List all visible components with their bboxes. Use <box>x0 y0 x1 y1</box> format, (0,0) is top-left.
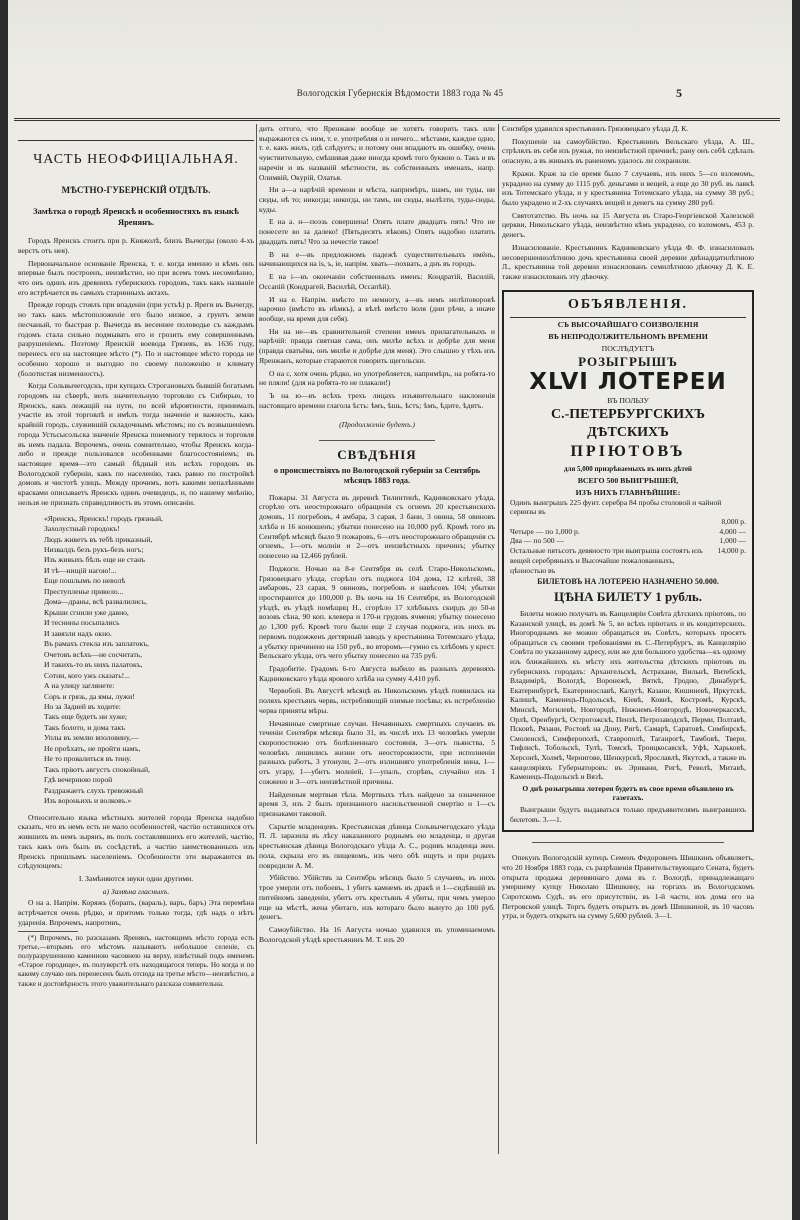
article-paragraph: Ни на не—въ сравнительной степени именъ прилагательныхъ и нарѣчій: правда святная сама, онъ милѣе всѣхъ и добрѣе для меня (правда сватьёва, онъ милѣе и добрѣе для меня). Это слышно у тѣхъ изъ Яренжанъ, которые стараются говорить щегольски. <box>259 326 495 365</box>
column-1 <box>18 124 254 1144</box>
subsection-heading: а) Замѣна гласныхъ. <box>102 886 170 896</box>
ad-city: С.-ПЕТЕРБУРГСКИХЪ ДѢТСКИХЪ <box>550 407 705 441</box>
prize-label <box>510 517 715 527</box>
poem-line: Въ рамахъ стекла изъ заплатокъ, <box>44 639 149 649</box>
incident-paragraph: Сентября удавился крестьянинъ Грязовецкаго уѣзда Д. К. <box>502 124 689 133</box>
poem-line: Такъ болото, и дома такъ <box>44 722 126 732</box>
prize-row <box>510 527 746 537</box>
announcements-heading: ОБЪЯВЛЕНІЯ. <box>510 296 746 318</box>
article-paragraph: Первоначальное основаніе Яренска, т. е. когда именно и кѣмъ онъ впервые былъ построенъ, неизвѣстно, но при всемъ томъ несомнѣнно, что онъ одинъ изъ древнихъ губернскихъ городовъ, такъ какъ названіе его встрѣчается въ самыхъ старинныхъ актахъ. <box>18 258 254 297</box>
poem-line: Такъ пріютъ августъ спокойный, <box>44 764 150 774</box>
poem-line: И тѣ—нищій нагою!... <box>44 565 117 575</box>
tickets-line: БИЛЕТОВЪ НА ЛОТЕРЕЮ НАЗНАЧЕНО 50.000. <box>537 577 719 587</box>
poem-line: «Яренскъ, Яренскъ! городъ грязный, <box>44 513 163 523</box>
poem-line: И завязли надъ окно. <box>44 628 112 638</box>
ad-paragraph: О днѣ розыгрыша лотереи будетъ въ свое время объявлено въ газетахъ. <box>522 783 734 803</box>
prize-list <box>510 498 746 576</box>
article-paragraph: Е на і—въ окончаніи собственныхъ именъ: Кондратій, Василій, Оссапій (Кондрагей, Василѣй, Оссапѣй). <box>259 272 495 291</box>
continuation-note: (Продолженіе будетъ.) <box>339 420 415 430</box>
ad-body <box>510 609 746 824</box>
column-divider-2 <box>498 124 499 1154</box>
report-subtitle: о происшествіяхъ по Вологодской губерніи за Сентябрь мѣсяцъ 1883 года. <box>273 465 481 486</box>
poem-line: А на улицу заглянете: <box>44 681 115 691</box>
ad-line: ПОСЛѢДУЕТЪ <box>601 343 655 353</box>
ad-line: ВЪ ПОЛЬЗУ <box>607 396 649 406</box>
poem-line: И такихъ-то въ нихъ палатокъ, <box>44 660 143 670</box>
incident-paragraph: Нечаянные смертные случаи. Нечаянныхъ смертныхъ случаевъ въ теченіи Сентября мѣсяца было 31, въ числѣ ихъ 13 человѣкъ умерли скоропостижно отъ болѣзненнаго состоянія, 3—отъ пьянства, 5 человѣкъ лишились жизни отъ неосторожности, при исполненіи разныхъ работъ, 3 утонули, 2—отъ излишняго употребленія вина, 1—отъ угару, 1—убитъ молніей, 1—упалъ, сгорѣвъ, случайно изъ 1 сожжено и 3—отъ неизвѣстной причины. <box>259 718 495 786</box>
incident-paragraph: Найденныя мертвыя тѣла. Мертвыхъ тѣлъ найдено за означенное время 3, изъ 2 былъ признанного насильственной смертію и 1—съ признаками таковой. <box>259 789 495 819</box>
section-heading: I. Замѣняются звуки одни другими. <box>78 874 194 884</box>
poem-line: Гдѣ вечернюю порой <box>44 775 113 785</box>
prize-row <box>510 517 746 527</box>
article-paragraph: О на а. Напрім. Коряжъ (борапъ, (вараль), варъ, баръ) Эта перемѣна встрѣчается очень рѣдко, и притомъ только тогда, гдѣ надъ о нѣтъ ударенія. Впрочемъ, напротивъ, <box>18 898 254 927</box>
poem-line: Людъ живетъ въ тебѣ приказный, <box>44 534 153 544</box>
incident-paragraph: Пожары. 31 Августа въ деревнѣ Тилинтинѣ, Кадниковскаго уѣзда, сгорѣло отъ неосторожнаго обращенія съ огнемъ 20 крестьянскихъ домовъ, 11 погребовъ, 4 амбара, 3 сарая, 3 бани, 3 овина, 58 овиновъ хлѣба и 16 конюшенъ; убытки понесено на 10,000 руб. Кромѣ того въ Сентябрѣ мѣсяцѣ было 9 пожаровъ, 6—отъ неосторожнаго обращенія съ огнемъ, 1—отъ молніи и 2—отъ неизвѣстныхъ причинъ; убытку понесено на 12,466 рублей. <box>259 492 495 561</box>
article-paragraph: Ни а—а нарѣчій времени и мѣста, напримѣръ, шамъ, ни туды, ни сюды, нѣ то; никогда; никогда, ни тамъ, ни сюды, вылѣзти, туды-сюды, куды. <box>259 185 495 214</box>
poem-line: Еще пошлымъ по неволѣ <box>44 576 126 586</box>
ad-line: СЪ ВЫСОЧАЙШАГО СОИЗВОЛЕНІЯ <box>557 319 699 329</box>
poem-line: Изъ живыхъ бѣлъ еще не станъ <box>44 555 146 565</box>
page-number: 5 <box>676 86 682 100</box>
column-3 <box>502 124 754 1124</box>
incident-paragraph: Святотатство. Въ ночь на 15 Августа въ Старо-Георгіевской Халезской церкви, Никольскаго уѣзда, неизвѣстно кѣмъ украдено, со взломомъ, 453 р. денегъ. <box>502 210 754 240</box>
poem-line: Низвалдъ безъ рукъ-безъ ногъ; <box>44 544 144 554</box>
prize-value: 1,000 — <box>719 536 746 546</box>
prize-label: Два — по 500 — <box>510 536 565 546</box>
running-header: Вологодскія Губернскія Вѣдомости 1883 года № 45 <box>296 88 504 98</box>
lottery-advertisement <box>502 290 754 832</box>
article-paragraph: Прежде городъ стоялъ при впаденіи (при устьѣ) р. Яреги въ Вычегду, но такъ какъ мѣстоположеніе его было низкое, а грунтъ земли песчаный, то быстрая р. Вычегда въ весеннее половодье съ каждымъ годомъ стала сильно подмывать его и грозить ему совершеннымъ разрушеніемъ. Поэтому Яренскій воевода Грязевъ, въ 1636 году, перенесъ его на настоящее мѣсто (*). По и настоящее мѣсто города не особенно хорошо и выгодно по своему положенію и климату (болотистая низменность). <box>18 300 254 378</box>
prize-label: Одинъ выигрышъ 225 фунт. серебра 84 пробы столовой и чайной сервизы въ <box>510 497 722 517</box>
poem-line: Очетовъ всѣхъ—не сосчитать, <box>44 649 143 659</box>
ad-line: ВСЕГО 500 ВЫИГРЫШЕЙ, <box>577 475 679 485</box>
incident-paragraph: Изнасилованіе. Крестьянинъ Кадниковскаго уѣзда Ф. Ф. изнасиловалъ несовершеннолѣтнюю дочь крестьянина своей деревни двѣнадцатилѣтнюю Л., крестьянина той деревни изнасилованъ семилѣтнюю дѣвочку Д. К. Е. также изнасилованъ эту дѣвочку. <box>502 242 754 282</box>
section-rule <box>532 842 724 843</box>
article-paragraph: дить оттого, что Яренжане вообще не хотятъ говорить такъ или выражаются съ ним, т. е. употребляя о и ничего... мѣстами, каждое одно, т. е. какъ жилъ, гдѣ слѣдуетъ; и потому они впадаютъ въ ошибку, очень чувствительную, смѣшивая даже иногда кромѣ того буквою о. Такъ и въ наречіи и въ названій мѣстности, въ собственныхъ именахъ, напр. Олимвій, Окурій, Олатья. <box>259 124 495 182</box>
prize-value: 8,000 р. <box>721 516 746 526</box>
article-paragraph: Городъ Яренскъ стоитъ при р. Княжолѣ, близъ Вычегды (около 4-хъ верстъ отъ нея). <box>18 236 254 255</box>
ad-paragraph: Билеты можно получать въ Канцеляріи Совѣта дѣтскихъ пріютовъ, по Казанской улицѣ, въ домѣ № 5, во всѣхъ пріютахъ и въ кондитерскихъ. Иногороднымъ же можно обращаться въ Совѣтъ, которыхъ просятъ обращаться съ своими требованіями въ С.-Петербургъ, въ Канцелярію Совѣта по указанному адресу, или же для большого удобства—къ одному изъ ближайшихъ къ мѣсту ихъ жительства дѣтскихъ пріютовъ въ губернскихъ городахъ: Архангельскѣ, Астрахани, Вильнѣ, Витебскѣ, Владимірѣ, Вологдѣ, Воронежѣ, Вяткѣ, Гродно, Динабургѣ, Екатеринбургѣ, Екатеринославѣ, Калугѣ, Казани, Кишиневѣ, Иркутскѣ, Калишѣ, Каменецъ-Подольскѣ, Кіевѣ, Ковнѣ, Костромѣ, Курскѣ, Минскѣ, Могилевѣ, Новгородѣ, Нижнемъ-Новгородѣ, Новочеркасскѣ, Орлѣ, Оренбургѣ, Острогожскѣ, Пензѣ, Петрозаводскѣ, Перми, Полтавѣ, Псковѣ, Рязани, Ростовѣ на Дону, Ригѣ, Самарѣ, Саратовѣ, Симбирскѣ, Смоленскѣ, Симферополѣ, Ставрополѣ, Таганрогѣ, Тамбовѣ, Твери, Тифлисѣ, Тобольскѣ, Тулѣ, Томскѣ, Троицкосавскѣ, Уфѣ, Харьковѣ, Херсонѣ, Холмѣ, Чернигове, Шенкурскѣ, Ярославлѣ, Якутскѣ, а также въ канцеляріяхъ Губернаторовъ: въ Эривани, Ригѣ, Ревелѣ, Митавѣ, Каменецъ-Подольскѣ и Вязѣ. <box>510 609 746 782</box>
part-title: ЧАСТЬ НЕОФФИЦІАЛЬНАЯ. <box>18 140 254 169</box>
incident-paragraph: Червобой. Въ Августѣ мѣсяцѣ въ Никольскомъ уѣздѣ появилась на поляхъ крестьянъ червь, истребляющій озимые посѣвы; къ истребленію черва приняты мѣры. <box>259 686 495 715</box>
poem-line: Преступленье привело... <box>44 586 124 596</box>
lottery-title: XLVI ЛОТЕРЕИ <box>529 369 727 396</box>
poem-line: Такъ еще будетъ ни хуже; <box>44 712 127 722</box>
report-title: СВѢДѢНІЯ <box>337 447 417 463</box>
article-paragraph: Когда Сольвычегодскъ, при купцахъ Строгановыхъ бывшій богатымъ городомъ на сѣверѣ, велъ значительную торговлю съ Сибирью, то Яренскъ, какъ лежащій на пути, по всей вѣроятности, принималъ участіе въ этой торговлѣ и имѣлъ тогда значеніе и важность, какъ крайній городъ, служившій складочнымъ мѣстомъ; но съ возвышеніемъ города Устьсысольска значеніе Яренска понемногу терялось и торговля въ немъ падала. Впрочемъ, очень сомнительно, чтобы Яренскъ когда-либо и прежде пользовался особенными благосостояніемъ; въ настоящее время—это самый бѣдный изъ всѣхъ городовъ въ Вологодской губерніи, какъ по населенію, такъ равно по постройкѣ домовъ и чистотѣ улицъ. Между прочимъ, вотъ какими непалѣнными красками описываетъ Яренскъ одинъ очевидецъ, и, по нашему мнѣнію, нельзя не признать справедливость въ этомъ описаніи. <box>18 381 254 507</box>
article-paragraph: И на е. Напрім. вмѣсто по немногу, а—въ немъ нелѣповоровѣ нарочно (вмѣсто въ нѣмкъ), а вѣлѣ вмѣсто іюля (дни рѣчи, а иначе вообще, на время для себя). <box>259 294 495 323</box>
poem-line: Не то провалиться въ тину. <box>44 754 132 764</box>
article-paragraph: В на е—въ предложномъ падежѣ существительныхъ имёнъ, начинающихся на is, ъ, іе, напрім. хвать—похвать, а днъ въ городъ. <box>259 249 495 269</box>
ad-line: ВЪ НЕПРОДОЛЖИТЕЛЬНОМЪ ВРЕМЕНИ <box>548 331 708 341</box>
poem-line: Захолустный городокъ! <box>44 524 120 534</box>
incident-paragraph: Градобитіе. Градомъ 6-го Августа выбило въ разныхъ деревняхъ Кадниковскаго уѣзда ярового хлѣба на сумму 4,410 руб. <box>259 663 495 683</box>
ad-paragraph: Выигрыши будутъ выдаваться только предъявителямъ выигравшихъ билетовъ. 3.—1. <box>510 804 746 824</box>
incident-paragraph: Самоубійство. На 16 Августа ночью удавился въ упоминаемомъ Вологодской уѣздѣ крестьянинъ М. Т. изъ 20 <box>259 924 495 944</box>
incident-paragraph: Убійство. Убійствъ за Сентябрь мѣсяцъ было 5 случаевъ, въ нихъ трое умерли отъ побоевъ, 1 убитъ камнемъ въ дракѣ и 1—сидѣвшій въ питейномъ заведеніи, убитъ отъ крестьянъ 4 убиты, при чемъ умерло еще на мѣстѣ, жена убитаго, изъ котораго было вынуто до 100 руб. денегъ. <box>259 873 495 922</box>
prize-value: 4,000 — <box>719 526 746 536</box>
poem <box>44 514 254 807</box>
footnote-rule <box>18 931 78 932</box>
prize-label: Четыре — по 1,000 р. <box>510 526 580 536</box>
article-paragraph: Е на а. н—поэзь совершена! Опять плате двадцать пять! Что не понесете во за далеко! (Пятьдесятъ вѣковъ) Опять надобно платить двадцать пять! Что за нечестіе такое! <box>259 217 495 246</box>
prize-value: 14,000 р. <box>717 546 746 556</box>
article-paragraph: Ъ на ю—въ всѣхъ трехъ лицахъ изъявительнаго наклоненія настоящаго времени глагола ѣсть: ѣмъ, ѣшь, ѣстъ; ѣмъ, ѣдите, ѣдятъ. <box>259 390 495 410</box>
header-rule <box>14 118 780 121</box>
ticket-price: ЦѢНА БИЛЕТУ 1 рубль. <box>553 589 703 605</box>
prize-row <box>510 536 746 546</box>
column-divider-1 <box>256 124 257 1144</box>
poem-line: Не проѣхать, не пройти намъ, <box>44 743 141 753</box>
poem-line: Уплы въ землю вполовину,— <box>44 733 139 743</box>
ad-shelters: ПРІЮТОВЪ <box>570 443 686 461</box>
incident-paragraph: Кражи. Краж за сіе время было 7 случаевъ, изъ нихъ 5—со взломомъ, украдено на сумму до 1115 руб. деньгами и вещей, а еще до 30 руб. въ лавкѣ изъ Тотемскаго уѣзда, и у крестьянина Тотемскаго уѣзда, на сумму 38 руб.; было украдено и 2-хъ случаяхъ вещей и денегъ на сумму 280 руб. <box>502 168 754 208</box>
department-title: МѢСТНО-ГУБЕРНСКІЙ ОТДѢЛЪ. <box>61 184 211 195</box>
column-2 <box>259 124 495 1164</box>
poem-line: Соръ и грязь, да ямы, лужи! <box>44 691 135 701</box>
ad-draw-heading: РОЗЫГРЫШЪ <box>578 353 678 369</box>
article-paragraph: Относительно языка мѣстныхъ жителей города Яренска надобно сказать, что въ немъ есть не мало особенностей, частію оставшихся отъ жившихъ въ немъ зырянъ, въ полъ составлявшихъ его жителей, частію, такъ какъ онъ былъ въ сосѣдствѣ, а частію заимствованныхъ изъ Яренскъ пришлымъ населеніемъ. Особенности эти выражаются въ слѣдующемъ: <box>18 812 254 871</box>
prize-row <box>510 498 746 517</box>
poem-line: Дома—драны, всѣ развалились, <box>44 597 148 607</box>
ad-line: для 5,000 призрѣваемыхъ въ нихъ дѣтей <box>564 464 692 473</box>
poem-line: Крыши сгнили уже давно, <box>44 607 129 617</box>
footnote: (*) Впрочемъ, по разсказамъ Яренянъ, настоящимъ мѣсто города есть третье,—вторымъ его мѣстомъ называютъ небольшое селеніе, съ полуразрушенною каменною часовнею на верху, извѣстный подъ именемъ «Старое городище», въ полуверстѣ отъ находящагося теперь. Но когда и по какому случаю онъ перенесенъ былъ отсюда на третье мѣсто—неизвѣстно, а также и достовѣрность этого уважительнаго разсказа сомнительна. <box>18 933 254 988</box>
ad-line: ИЗЪ НИХЪ ГЛАВНѢЙШИЕ: <box>575 487 681 497</box>
article-title: Замѣтка о городѣ Яренскѣ и особенностяхъ въ языкѣ Яренянъ. <box>33 206 239 228</box>
incident-paragraph: Скрытіе младенцевъ. Крестьянская дѣвица Сольвычегодскаго уѣзда П. Л. заразила въ лѣсу наказанного роднымъ ею младенца, и другая крестьянская дѣвица Вологодскаго уѣзда А. С., родивъ младенца жен. пола, скрыла его въ пищевомъ, изъ чего обѣ ищуть и при родахъ повредили А. М. <box>259 821 495 870</box>
article-paragraph: О на с, хотя очень рѣдко, но употребляется, напримѣръ, на робята-то не пляли! (для на робята-то не плакали!) <box>259 368 495 388</box>
poem-line: И теснины посыпались <box>44 618 120 628</box>
prize-row <box>510 546 746 575</box>
incident-paragraph: Покушеніе на самоубійство. Крестьянинъ Вельскаго уѣзда, А. Ш., стрѣлялъ въ себя изъ ружья, по неизвѣстной причинѣ; рану онъ себѣ сдѣлалъ опасную, а въ живыхъ въ раненомъ удалось ли сохранили. <box>502 136 754 166</box>
section-rule <box>319 440 435 441</box>
poem-line: Изъ вороньихъ и волковъ.» <box>44 796 132 806</box>
notice-paragraph: Опекунъ Вологодскій купецъ Семенъ Федоровичъ Шишкинъ объявляетъ, что 20 Ноября 1883 года, съ разрѣшенія Правительствующаго Сената, будетъ открыта продажа деревяннаго дома въ г. Вологдѣ, принадлежащаго умершему купцу Николаю Шишкину, на торгахъ въ Вологодскомъ Сиротскомъ Судѣ, въ его присутствіи, въ 1-й части, изъ дома его на Петровской улицѣ. Торгъ будетъ открытъ въ домѣ Шишкиной, въ 10 часовъ утра, и будетъ открытъ на сумму 5,600 рублей. 3—1. <box>502 853 754 921</box>
poem-line: Сотни, кого ужъ сказать!... <box>44 670 130 680</box>
incident-paragraph: Поджоги. Ночью на 8-е Сентября въ селѣ Старо-Никольскомъ, Грязовецкаго уѣзда, сгорѣло отъ поджога 104 дома, 12 клѣтей, 38 амбаровъ, 23 сарая, 9 овиновъ, погребовъ и навѣсовъ 104; убытки простираются до 100,000 р. Въ ночь на 16 Сентября, въ Вологодской уѣздѣ, въ уѣздѣ помѣщиц Н., сгорѣло 17 хлѣбныхъ скирдъ до 50-и возовъ сѣна, 90 коп. клевера и 170-и грудовъ ячменя; убытку понесено до 1,300 руб. Кромѣ того были еще 2 случая поджога, изъ нихъ въ первомъ подожженъ дегтярный заводъ у крестьянина Тотемскаго уѣзда, а убытку причинено на 150 руб., во второмъ—гумно съ хлѣбомъ у крест. Вельскаго уѣзда, отъ чего убытку понесено на 735 руб. <box>259 563 495 661</box>
poem-line: Раздражаетъ слухъ тревожный <box>44 785 144 795</box>
poem-line: Но за Задней въ ходите: <box>44 702 121 712</box>
prize-label: Остальные пятьсотъ девяносто три выигрыша состоятъ изъ вещей серебряныхъ и Высочайше пожалованныхъ, цѣнностью въ <box>510 546 703 575</box>
page-top-margin <box>8 0 792 70</box>
